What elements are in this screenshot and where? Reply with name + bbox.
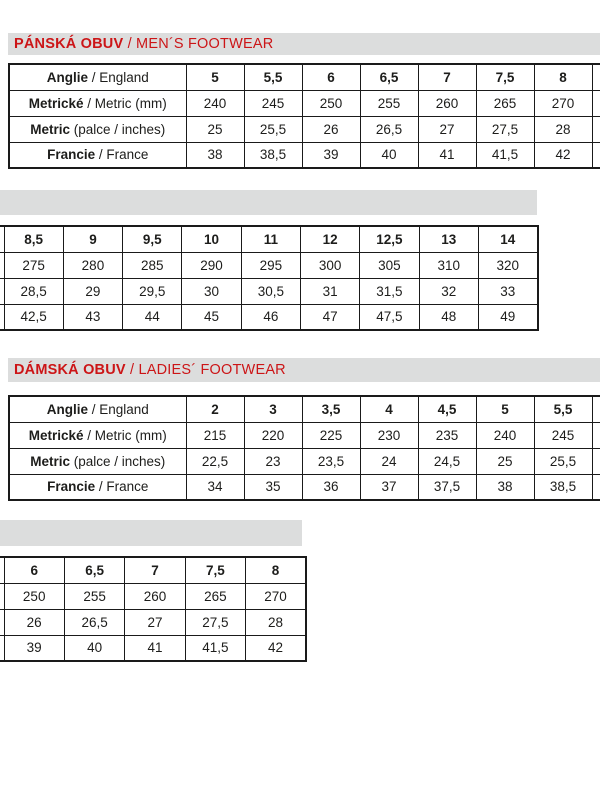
size-cell: 28,5	[4, 278, 63, 304]
size-cell: 215	[186, 422, 244, 448]
size-cell: 42,5	[4, 304, 63, 330]
size-cell: 44	[123, 304, 182, 330]
size-cell: 7,5	[476, 64, 534, 90]
size-cell: 11	[241, 226, 300, 252]
size-cell: 27	[125, 609, 185, 635]
row-label: Anglie / England	[9, 64, 186, 90]
size-cell: 235	[418, 422, 476, 448]
size-cell: 220	[244, 422, 302, 448]
size-cell: 7,5	[185, 557, 245, 583]
mens-size-table-continued	[0, 225, 539, 331]
size-cell: 9,5	[123, 226, 182, 252]
row-label: Anglie / England	[9, 396, 186, 422]
table-row	[9, 116, 600, 142]
size-cell: 27,5	[185, 609, 245, 635]
ladies-continuation-header-bar	[0, 520, 302, 546]
row-label: Metric (palce / inches)	[9, 116, 186, 142]
clipped-cell	[592, 90, 600, 116]
size-cell: 23,5	[302, 448, 360, 474]
size-cell: 27,5	[476, 116, 534, 142]
clipped-cell	[592, 142, 600, 168]
row-label: Metrické / Metric (mm)	[9, 422, 186, 448]
size-cell: 245	[244, 90, 302, 116]
size-cell: 30	[182, 278, 241, 304]
size-cell: 22,5	[186, 448, 244, 474]
size-cell: 42	[246, 635, 306, 661]
size-cell: 12	[300, 226, 359, 252]
row-label: Francie / France	[9, 474, 186, 500]
size-cell: 295	[241, 252, 300, 278]
table-row	[0, 252, 538, 278]
size-cell: 5,5	[244, 64, 302, 90]
ladies-section-header-bar	[8, 358, 600, 382]
size-cell: 35	[244, 474, 302, 500]
table-row	[0, 304, 538, 330]
size-cell: 240	[186, 90, 244, 116]
size-cell: 290	[182, 252, 241, 278]
size-cell: 8,5	[4, 226, 63, 252]
size-cell: 47	[300, 304, 359, 330]
size-cell: 5	[476, 396, 534, 422]
table-row	[9, 396, 600, 422]
size-cell: 6	[302, 64, 360, 90]
mens-section-header-bar	[8, 33, 600, 55]
size-cell: 38	[186, 142, 244, 168]
size-cell: 300	[300, 252, 359, 278]
size-cell: 29	[63, 278, 122, 304]
size-cell: 7	[125, 557, 185, 583]
clipped-cell	[592, 396, 600, 422]
size-cell: 8	[246, 557, 306, 583]
size-cell: 2	[186, 396, 244, 422]
size-cell: 25	[476, 448, 534, 474]
table-row	[0, 278, 538, 304]
size-cell: 285	[123, 252, 182, 278]
size-cell: 40	[64, 635, 124, 661]
size-cell: 43	[63, 304, 122, 330]
size-cell: 3	[244, 396, 302, 422]
row-label: Metric (palce / inches)	[9, 448, 186, 474]
size-cell: 23	[244, 448, 302, 474]
mens-size-table	[8, 63, 600, 169]
size-cell: 225	[302, 422, 360, 448]
size-cell: 230	[360, 422, 418, 448]
table-row	[9, 142, 600, 168]
size-cell: 37	[360, 474, 418, 500]
clipped-cell	[592, 474, 600, 500]
table-row	[9, 474, 600, 500]
table-row	[9, 90, 600, 116]
clipped-cell	[592, 422, 600, 448]
ladies-continuation-clip	[0, 556, 312, 662]
mens-section-title-bold: PÁNSKÁ OBUV	[14, 36, 124, 52]
ladies-section-title-bold: DÁMSKÁ OBUV	[14, 362, 126, 378]
size-cell: 26	[302, 116, 360, 142]
clipped-cell	[592, 64, 600, 90]
size-cell: 38,5	[244, 142, 302, 168]
size-cell: 10	[182, 226, 241, 252]
mens-continuation-header-bar	[0, 190, 537, 215]
table-row	[9, 422, 600, 448]
size-cell: 260	[125, 583, 185, 609]
size-cell: 26,5	[360, 116, 418, 142]
clipped-cell	[592, 448, 600, 474]
size-cell: 6,5	[360, 64, 418, 90]
size-cell: 31,5	[360, 278, 419, 304]
size-cell: 250	[4, 583, 64, 609]
size-cell: 4	[360, 396, 418, 422]
row-label: Metrické / Metric (mm)	[9, 90, 186, 116]
size-cell: 5	[186, 64, 244, 90]
table-row	[9, 64, 600, 90]
size-cell: 3,5	[302, 396, 360, 422]
table-row	[0, 583, 306, 609]
mens-section-title-rest: / MEN´S FOOTWEAR	[123, 36, 274, 52]
size-cell: 310	[419, 252, 478, 278]
size-cell: 6,5	[64, 557, 124, 583]
size-cell: 30,5	[241, 278, 300, 304]
size-cell: 4,5	[418, 396, 476, 422]
row-label: Francie / France	[9, 142, 186, 168]
size-cell: 36	[302, 474, 360, 500]
size-cell: 5,5	[534, 396, 592, 422]
size-cell: 49	[478, 304, 537, 330]
size-cell: 37,5	[418, 474, 476, 500]
size-cell: 240	[476, 422, 534, 448]
size-cell: 41,5	[185, 635, 245, 661]
size-cell: 46	[241, 304, 300, 330]
table-row	[0, 226, 538, 252]
size-cell: 48	[419, 304, 478, 330]
size-cell: 41	[125, 635, 185, 661]
size-cell: 28	[246, 609, 306, 635]
size-cell: 47,5	[360, 304, 419, 330]
mens-continuation-clip	[0, 225, 540, 331]
size-cell: 39	[4, 635, 64, 661]
size-cell: 265	[185, 583, 245, 609]
size-cell: 33	[478, 278, 537, 304]
size-cell: 265	[476, 90, 534, 116]
size-cell: 31	[300, 278, 359, 304]
size-cell: 270	[246, 583, 306, 609]
clipped-cell	[592, 116, 600, 142]
size-cell: 8	[534, 64, 592, 90]
size-cell: 260	[418, 90, 476, 116]
table-row	[0, 635, 306, 661]
size-cell: 320	[478, 252, 537, 278]
ladies-size-table	[8, 395, 600, 501]
size-cell: 6	[4, 557, 64, 583]
size-cell: 38	[476, 474, 534, 500]
size-cell: 275	[4, 252, 63, 278]
table-row	[0, 557, 306, 583]
size-cell: 25,5	[244, 116, 302, 142]
size-cell: 255	[360, 90, 418, 116]
size-cell: 26,5	[64, 609, 124, 635]
size-cell: 12,5	[360, 226, 419, 252]
size-cell: 280	[63, 252, 122, 278]
size-cell: 28	[534, 116, 592, 142]
size-cell: 29,5	[123, 278, 182, 304]
size-cell: 9	[63, 226, 122, 252]
size-cell: 13	[419, 226, 478, 252]
size-cell: 7	[418, 64, 476, 90]
size-cell: 255	[64, 583, 124, 609]
size-cell: 32	[419, 278, 478, 304]
size-cell: 24,5	[418, 448, 476, 474]
size-cell: 24	[360, 448, 418, 474]
size-cell: 14	[478, 226, 537, 252]
ladies-size-table-continued	[0, 556, 307, 662]
size-cell: 45	[182, 304, 241, 330]
size-cell: 42	[534, 142, 592, 168]
size-cell: 27	[418, 116, 476, 142]
size-cell: 25,5	[534, 448, 592, 474]
size-cell: 270	[534, 90, 592, 116]
size-cell: 41,5	[476, 142, 534, 168]
table-row	[0, 609, 306, 635]
size-cell: 250	[302, 90, 360, 116]
size-cell: 305	[360, 252, 419, 278]
size-cell: 39	[302, 142, 360, 168]
size-cell: 34	[186, 474, 244, 500]
size-cell: 40	[360, 142, 418, 168]
size-cell: 38,5	[534, 474, 592, 500]
size-cell: 26	[4, 609, 64, 635]
size-cell: 41	[418, 142, 476, 168]
size-cell: 25	[186, 116, 244, 142]
ladies-section-title-rest: / LADIES´ FOOTWEAR	[125, 362, 286, 378]
table-row	[9, 448, 600, 474]
size-cell: 245	[534, 422, 592, 448]
